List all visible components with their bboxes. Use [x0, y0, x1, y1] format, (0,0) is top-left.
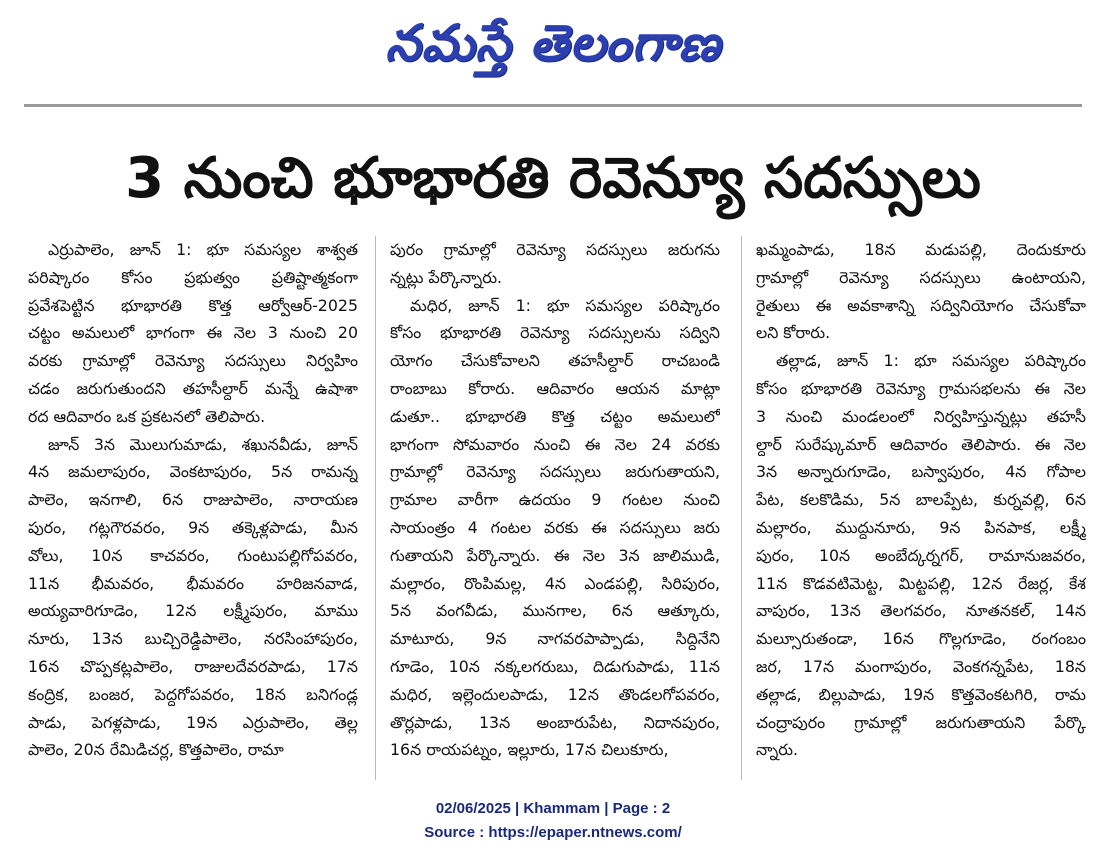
article-text-line: డుతూ.. భూభారతి కొత్త చట్టం అమలులో	[390, 406, 720, 426]
article-headline: 3 నుంచి భూభారతి రెవెన్యూ సదస్సులు	[125, 146, 981, 211]
footer-source-link[interactable]: Source : https://epaper.ntnews.com/	[424, 824, 682, 841]
article-text-line: మల్లారం, రొంపిమల్ల, 4న ఎండపల్లి, సిరిపురం,	[390, 573, 720, 593]
article-text-line: మాటూరు, 9న నాగవరపాప్పాడు, సిద్దినేని	[390, 629, 720, 649]
article-text-line: కోసం భూభారతి రెవెన్యూ సదస్సులను సద్విని	[390, 323, 720, 343]
article-text-line: మల్సూరుతండా, 16న గొల్లగూడెం, రంగంబం	[756, 629, 1086, 649]
article-column-1	[28, 236, 358, 778]
article-text-line: తల్లాడ, బిల్లుపాడు, 19న కొత్తవెంకటగిరి, రామ	[756, 684, 1086, 704]
article-text-line: గుతాయని పేర్కొన్నారు. ఈ నెల 3న జాలిముడి,	[390, 545, 720, 565]
article-text-line: కోసం భూభారతి రెవెన్యూ గ్రామసభలను ఈ నెల	[756, 378, 1086, 398]
article-column-3	[756, 236, 1086, 778]
article-text-line: నూరు, 13న బుచ్చిరెడ్డిపాలెం, నరసింహాపురం,	[28, 629, 358, 649]
article-text-line: ఎర్రుపాలెం, జూన్ 1: భూ సమస్యల శాశ్వత	[48, 240, 358, 259]
header-divider	[24, 104, 1082, 107]
article-text-line: చట్టం అమలులో భాగంగా ఈ నెల 3 నుంచి 20	[28, 323, 358, 343]
article-text-line: పరిష్కారం కోసం ప్రభుత్వం ప్రతిష్టాత్మకంగా	[28, 267, 358, 287]
article-text-line: భాగంగా సోమవారం నుంచి ఈ నెల 24 వరకు	[390, 434, 720, 454]
article-text-line: 11న కొడవటిమెట్ట, మిట్టపల్లి, 12న రేజర్ల, కేశ	[756, 573, 1086, 593]
article-text-line: న్నట్లు పేర్కొన్నారు.	[390, 267, 503, 287]
article-text-line: వోలు, 10న కాచవరం, గుంటుపల్లిగోపవరం,	[28, 545, 358, 565]
article-text-line: పురం గ్రామాల్లో రెవెన్యూ సదస్సులు జరుగను	[390, 240, 720, 259]
article-text-line: గ్రామాల్లో రెవెన్యూ సదస్సులు జరుగుతాయని,	[390, 462, 720, 482]
article-text-line: గూడెం, 10న నక్కలగరుబు, దిడుగుపాడు, 11న	[390, 656, 720, 676]
article-text-line: గ్రామాల వారీగా ఉదయం 9 గంటల నుంచి	[390, 490, 720, 510]
article-text-line: ల్దార్ సురేష్కుమార్ ఆదివారం తెలిపారు. ఈ నెల	[756, 434, 1086, 454]
article-text-line: జర, 17న మంగాపురం, వెంకగన్నపేట, 18న	[756, 656, 1086, 676]
article-text-line: వరకు గ్రామాల్లో రెవెన్యూ సదస్సులు నిర్వహిం	[28, 351, 358, 371]
article-text-line: పాలెం, ఇనగాలి, 6న రాజుపాలెం, నారాయణ	[28, 490, 358, 510]
article-text-line: కంద్రిక, బంజర, పెద్దగోపవరం, 18న బనిగండ్ల	[28, 684, 358, 704]
article-text-line: చంద్రాపురం గ్రామాల్లో జరుగుతాయని పేర్కొ	[756, 712, 1086, 732]
article-text-line: తొర్లపాడు, 13న అంబారుపేట, నిదానపురం,	[390, 712, 720, 732]
article-text-line: 3న అన్నారుగూడెం, బస్వాపురం, 4న గోపాల	[756, 462, 1086, 482]
masthead-title: నమస్తే తెలంగాణ	[385, 14, 721, 72]
article-text-line: రాంబాబు కోరారు. ఆదివారం ఆయన మాట్లా	[390, 378, 720, 398]
article-text-line: తల్లాడ, జూన్ 1: భూ సమస్యల పరిష్కారం	[776, 351, 1086, 371]
article-text-line: అయ్యవారిగూడెం, 12న లక్ష్మీపురం, మాము	[28, 601, 358, 621]
article-text-line: పేట, కలకొడిమ, 5న బాలప్పేట, కుర్నవల్లి, 6న	[756, 490, 1086, 510]
article-text-line: పాడు, పెగళ్లపాడు, 19న ఎర్రుపాలెం, తెల్ల	[28, 712, 358, 732]
article-text-line: పురం, 10న అంబేద్కర్నగర్, రామానుజవరం,	[756, 545, 1086, 565]
article-text-line: చడం జరుగుతుందని తహసీల్దార్ మన్నే ఉషాశా	[28, 378, 358, 398]
column-divider	[741, 236, 742, 780]
article-text-line: మల్లారం, ముద్దునూరు, 9న పినపాక, లక్ష్మీ	[756, 517, 1086, 537]
article-text-line: మధిర, ఇల్లెందులపాడు, 12న తొండలగోపవరం,	[390, 684, 720, 704]
article-text-line: 16న చొప్పకట్లపాలెం, రాజులదేవరపాడు, 17న	[28, 656, 358, 676]
article-text-line: 5న వంగవీడు, మునగాల, 6న ఆత్కూరు,	[390, 601, 720, 621]
footer-date-edition: 02/06/2025 | Khammam | Page : 2	[435, 800, 671, 817]
article-text-line: న్నారు.	[756, 740, 799, 760]
article-column-2	[390, 236, 720, 778]
article-text-line: ఖమ్మంపాడు, 18న మడుపల్లి, దెందుకూరు	[756, 240, 1086, 259]
article-text-line: 3 నుంచి మండలంలో నిర్వహిస్తున్నట్లు తహసీ	[756, 406, 1086, 426]
article-text-line: పాలెం, 20న రేమిడిచర్ల, కొత్తపాలెం, రామా	[28, 740, 284, 760]
article-text-line: పురం, గట్లగౌరవరం, 9న తక్కెళ్లపాడు, మీన	[28, 517, 358, 537]
article-text-line: ప్రవేశపెట్టిన భూభారతి కొత్త ఆర్వోఆర్-2025	[28, 295, 358, 315]
article-text-line: సాయంత్రం 4 గంటల వరకు ఈ సదస్సులు జరు	[390, 517, 720, 537]
article-text-line: రైతులు ఈ అవకాశాన్ని సద్వినియోగం చేసుకోవా	[756, 295, 1086, 315]
article-text-line: మధిర, జూన్ 1: భూ సమస్యల పరిష్కారం	[410, 295, 720, 315]
masthead-logo	[0, 6, 1106, 80]
article-text-line: వాపురం, 13న తెలగవరం, నూతనకల్, 14న	[756, 601, 1086, 621]
article-text-line: లని కోరారు.	[756, 323, 831, 343]
article-text-line: 4న జమలాపురం, వెంకటాపురం, 5న రామన్న	[28, 462, 358, 482]
article-text-line: జూన్ 3న మొలుగుమాడు, శఖునవీడు, జూన్	[48, 434, 358, 454]
article-text-line: యోగం చేసుకోవాలని తహసీల్దార్ రాచబండి	[390, 351, 720, 371]
article-text-line: రద ఆదివారం ఒక ప్రకటనలో తెలిపారు.	[28, 406, 266, 426]
article-text-line: గ్రామాల్లో రెవెన్యూ సదస్సులు ఉంటాయని,	[756, 267, 1086, 287]
column-divider	[375, 236, 376, 780]
article-text-line: 11న భీమవరం, భీమవరం హరిజనవాడ,	[28, 573, 358, 593]
article-text-line: 16న రాయపట్నం, ఇల్లూరు, 17న చిలుకూరు,	[390, 740, 669, 760]
